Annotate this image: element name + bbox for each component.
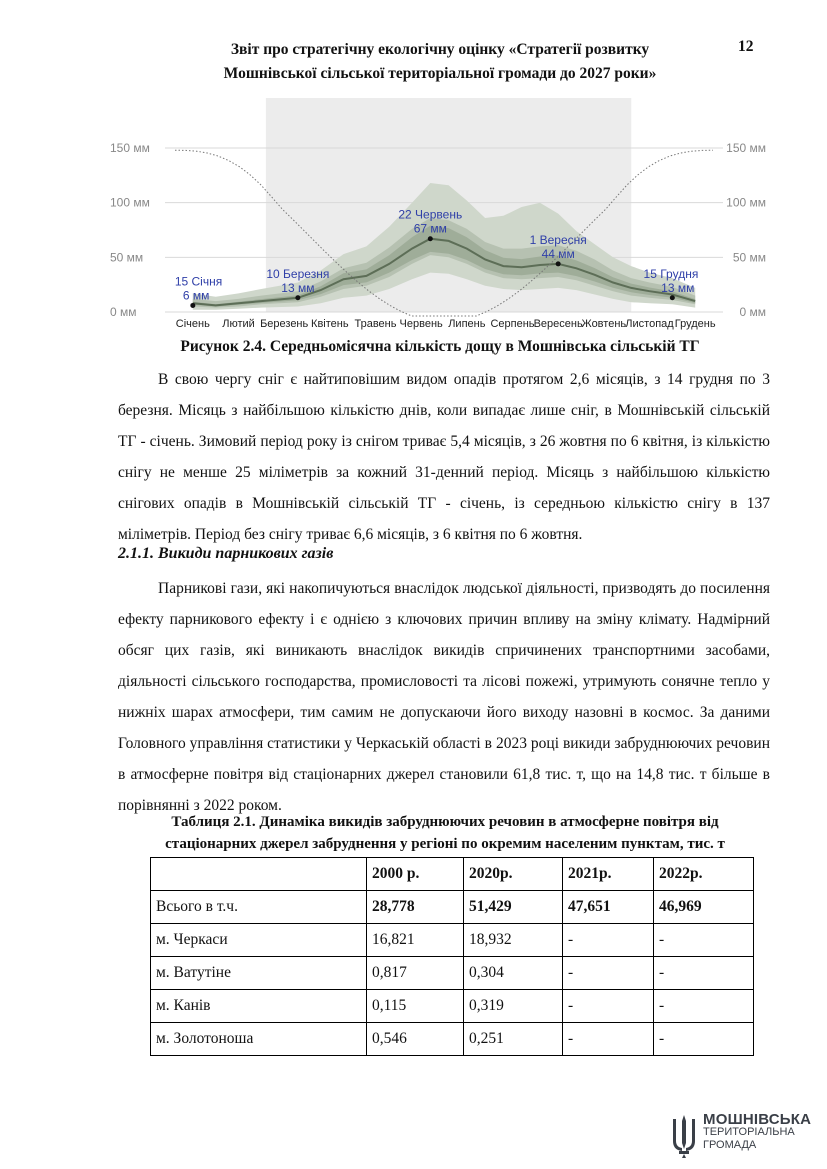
annotation-value: 67 мм — [413, 221, 447, 236]
section-heading: 2.1.1. Викиди парникових газів — [118, 545, 334, 562]
table-header-row — [151, 858, 754, 891]
table-header-cell — [151, 858, 367, 891]
table-cell: Всього в т.ч. — [151, 891, 367, 924]
table-header-cell: 2000 р. — [367, 858, 464, 891]
x-tick-label: Травень — [354, 318, 397, 330]
table-cell: - — [563, 924, 654, 957]
annotation-value: 6 мм — [182, 288, 210, 303]
table-cell: 47,651 — [563, 891, 654, 924]
table-cell: 0,817 — [367, 957, 464, 990]
paragraph-snow: В свою чергу сніг є найтиповішим видом опадів протягом 2,6 місяців, з 14 грудня по 3 березня. Місяць з найбільшою кількістю днів, коли випадає лише сніг, в Мошнівській сільській ТГ - січень. Зимовий період року із снігом триває 5,4 місяців, з 26 жовтня по 6 квітня, із кількістю снігу не менше 25 міліметрів за кожний 31-денний період. Місяць з найбільшою кількістю снігових опадів в Мошнівській сільській ТГ - січень, із середньою кількістю снігу в 137 міліметрів. Період без снігу триває 6,6 місяців, з 6 квітня по 6 жовтня. — [118, 371, 770, 543]
trident-icon — [670, 1113, 698, 1159]
y-tick-label-left: 0 мм — [110, 305, 137, 319]
annotation-point — [428, 236, 433, 241]
table-cell: 18,932 — [464, 924, 563, 957]
table-cell: м. Черкаси — [151, 924, 367, 957]
y-tick-label-right: 150 мм — [726, 141, 766, 155]
logo-text — [703, 1113, 811, 1152]
table-cell: 0,546 — [367, 1023, 464, 1056]
table-cell: - — [563, 1023, 654, 1056]
y-tick-label-right: 0 мм — [739, 305, 766, 319]
table-cell: м. Ватутіне — [151, 957, 367, 990]
table-row — [151, 1023, 754, 1056]
table-caption — [100, 811, 790, 855]
x-tick-label: Червень — [399, 318, 443, 330]
annotation-date: 1 Вересня — [529, 232, 587, 247]
figure-caption: Рисунок 2.4. Середньомісячна кількість дощу в Мошнівська сільській ТГ — [180, 338, 700, 355]
annotation-date: 22 Червень — [398, 207, 463, 222]
x-tick-label: Грудень — [674, 318, 716, 330]
table-cell: 51,429 — [464, 891, 563, 924]
table-caption-line-2: стаціонарних джерел забруднення у регіоні по окремим населеним пунктам, тис. т — [165, 836, 725, 852]
table-caption-line-1: Таблиця 2.1. Динаміка викидів забруднюючих речовин в атмосферне повітря від — [171, 814, 719, 830]
table-cell: 0,115 — [367, 990, 464, 1023]
header-line-1: Звіт про стратегічну екологічну оцінку «Стратегії розвитку — [230, 41, 650, 58]
annotation-point — [556, 261, 561, 266]
table-header-cell: 2020р. — [464, 858, 563, 891]
annotation-date: 15 Грудня — [643, 266, 699, 281]
annotation-date: 10 Березня — [266, 266, 330, 281]
annotation-value: 44 мм — [541, 246, 575, 261]
x-tick-label: Січень — [175, 318, 210, 330]
y-tick-label-left: 100 мм — [110, 195, 150, 210]
x-tick-label: Липень — [448, 318, 486, 330]
table-cell: - — [654, 990, 754, 1023]
document-header — [150, 38, 730, 86]
table-cell: 0,251 — [464, 1023, 563, 1056]
logo-line-2: ТЕРИТОРІАЛЬНА — [703, 1126, 795, 1138]
table-row — [151, 891, 754, 924]
table-row — [151, 957, 754, 990]
community-logo — [670, 1113, 810, 1163]
table-cell: 16,821 — [367, 924, 464, 957]
annotation-value: 13 мм — [661, 280, 695, 295]
y-tick-label-right: 50 мм — [732, 250, 766, 265]
table-cell: м. Канів — [151, 990, 367, 1023]
table-cell: м. Золотоноша — [151, 1023, 367, 1056]
annotation-point — [295, 295, 300, 300]
table-row — [151, 990, 754, 1023]
table-cell: - — [654, 1023, 754, 1056]
table-cell: - — [654, 924, 754, 957]
table-cell: - — [654, 957, 754, 990]
table-cell: 28,778 — [367, 891, 464, 924]
x-tick-label: Серпень — [490, 318, 535, 330]
table-cell: 46,969 — [654, 891, 754, 924]
annotation-point — [190, 303, 195, 308]
y-tick-label-left: 50 мм — [110, 250, 144, 265]
table-header-cell: 2021р. — [563, 858, 654, 891]
table-cell: 0,319 — [464, 990, 563, 1023]
paragraph-greenhouse: Парникові гази, які накопичуються внаслідок людської діяльності, призводять до посилення ефекту парникового ефекту і є однією з ключових причин впливу на зміну клімату. Надмірний обсяг цих газів, які виникають внаслідок викидів спричинених транспортними засобами, діяльності сільського господарства, промисловості та лісові пожежі, утримують сонячне тепло у нижніх шарах атмосфери, тим самим не допускаючи його виходу назовні в космос. За даними Головного управління статистики у Черкаській області в 2023 році викиди забруднюючих речовин в атмосферне повітря від стаціонарних джерел становили 61,8 тис. т, що на 14,8 тис. т більше в порівнянні з 2022 роком. — [118, 580, 770, 814]
table-cell: - — [563, 957, 654, 990]
table-header-cell: 2022р. — [654, 858, 754, 891]
annotation-date: 15 Січня — [174, 274, 223, 289]
y-tick-label-right: 100 мм — [726, 195, 766, 210]
x-tick-label: Квітень — [311, 318, 349, 330]
rain-chart — [110, 88, 770, 333]
annotation-value: 13 мм — [281, 280, 315, 295]
annotation-point — [670, 295, 675, 300]
header-line-2: Мошнівської сільської територіальної громади до 2027 роки» — [223, 65, 657, 82]
y-tick-label-left: 150 мм — [110, 141, 150, 155]
table-cell: 0,304 — [464, 957, 563, 990]
table-row — [151, 924, 754, 957]
x-tick-label: Жовтень — [581, 318, 627, 330]
table-cell: - — [563, 990, 654, 1023]
page-number: 12 — [738, 38, 754, 55]
x-tick-label: Лютий — [222, 318, 255, 330]
logo-line-1: МОШНІВСЬКА — [703, 1111, 812, 1128]
emissions-table — [150, 857, 754, 1056]
x-tick-label: Листопад — [625, 318, 674, 330]
logo-line-3: ГРОМАДА — [703, 1139, 757, 1151]
x-tick-label: Вересень — [533, 318, 583, 330]
x-tick-label: Березень — [260, 318, 309, 330]
